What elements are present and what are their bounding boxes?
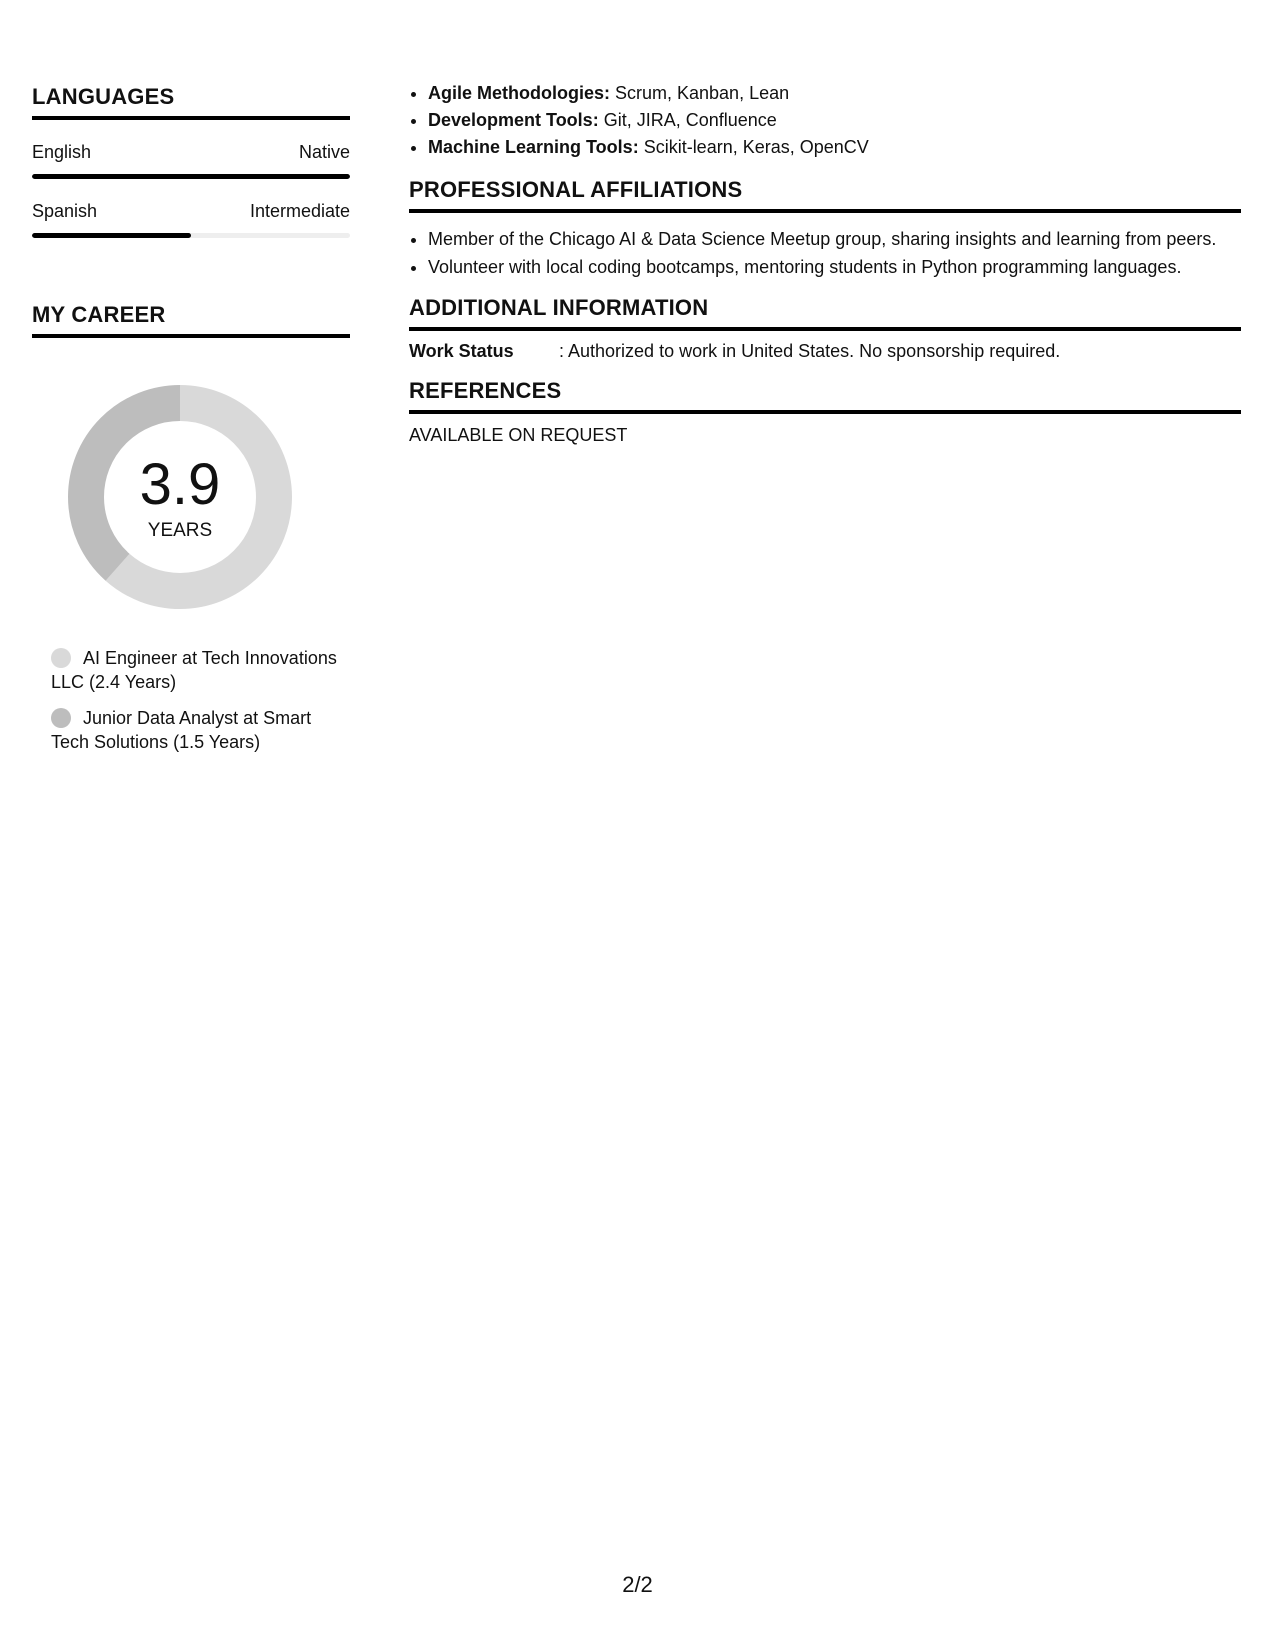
- page-number: 2/2: [622, 1572, 653, 1597]
- skill-item: [428, 107, 1241, 134]
- references-text: AVAILABLE ON REQUEST: [409, 425, 628, 445]
- total-years-value: 3.9: [139, 452, 221, 517]
- language-proficiency-bar: [32, 174, 350, 179]
- legend-label: Junior Data Analyst at Smart Tech Solutions (1.5 Years): [51, 708, 312, 752]
- languages-heading: LANGUAGES: [32, 84, 350, 120]
- language-name: English: [32, 142, 92, 162]
- legend-label: AI Engineer at Tech Innovations LLC (2.4 Years): [51, 648, 337, 692]
- legend-item: [51, 706, 341, 754]
- legend-dot-icon: [51, 708, 71, 728]
- total-years-unit: YEARS: [147, 520, 213, 541]
- affiliation-item: • Volunteer with local coding bootcamps, mentoring students in Python programming languages.: [428, 255, 1241, 279]
- references-section: [409, 378, 1241, 446]
- language-proficiency-bar: [32, 233, 350, 238]
- work-status-row: [409, 341, 1241, 362]
- language-proficiency-fill: [32, 174, 350, 179]
- skill-label: Development Tools:: [428, 110, 599, 130]
- work-status-label: Work Status: [409, 341, 514, 361]
- legend-item: [51, 646, 341, 694]
- language-item: [32, 142, 350, 179]
- skill-label: Machine Learning Tools:: [428, 137, 639, 157]
- skill-item: [428, 134, 1241, 161]
- skill-value: Scikit-learn, Keras, OpenCV: [638, 137, 869, 157]
- skill-value: Scrum, Kanban, Lean: [610, 83, 790, 103]
- donut-center: [65, 382, 295, 612]
- language-item: [32, 201, 350, 238]
- skill-label: Agile Methodologies:: [428, 83, 610, 103]
- skill-value: Git, JIRA, Confluence: [598, 110, 777, 130]
- career-donut-chart: [65, 382, 295, 612]
- language-name: Spanish: [32, 201, 98, 221]
- additional-info-section: [409, 295, 1241, 362]
- affiliations-list: [409, 227, 1241, 279]
- right-column: [409, 80, 1241, 446]
- work-status-value: : Authorized to work in United States. No sponsorship required.: [559, 341, 1061, 361]
- affiliations-section: [409, 177, 1241, 279]
- skill-item: [428, 80, 1241, 107]
- language-proficiency-fill: [32, 233, 191, 238]
- skills-list: [409, 80, 1241, 161]
- legend-dot-icon: [51, 648, 71, 668]
- additional-info-heading: ADDITIONAL INFORMATION: [409, 295, 1241, 331]
- left-column: [32, 84, 350, 766]
- affiliation-item: • Member of the Chicago AI & Data Science Meetup group, sharing insights and learning from peers.: [428, 227, 1241, 251]
- affiliations-heading: PROFESSIONAL AFFILIATIONS: [409, 177, 1241, 213]
- language-level: Native: [298, 142, 350, 162]
- language-level: Intermediate: [249, 201, 350, 221]
- references-heading: REFERENCES: [409, 378, 1241, 414]
- career-legend: [51, 646, 341, 754]
- career-heading: MY CAREER: [32, 302, 350, 338]
